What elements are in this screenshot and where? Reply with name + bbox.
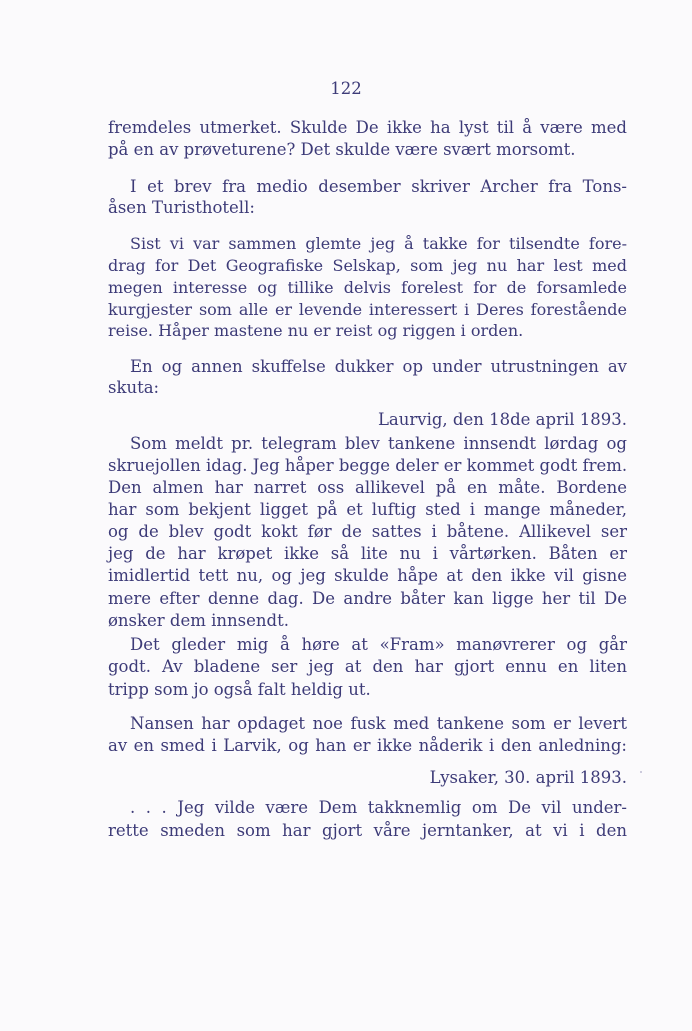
letter-text-line: godt. Av bladene ser jeg at den har gjort ennu en liten: [108, 657, 627, 676]
quoted-text-line: drag for Det Geografiske Selskap, som jeg nu har lest med: [108, 256, 627, 275]
letter-text-line: ønsker dem innsendt.: [108, 611, 289, 630]
quoted-text-line: Sist vi var sammen glemte jeg å takke for tilsendte fore-: [130, 234, 627, 253]
text-line: fremdeles utmerket. Skulde De ikke ha lyst til å være med: [108, 118, 627, 137]
letter-text-line: mere efter denne dag. De andre båter kan ligge her til De: [108, 589, 627, 608]
paragraph-line: Nansen har opdaget noe fusk med tankene som er levert: [130, 714, 627, 733]
paragraph-line: av en smed i Larvik, og han er ikke nåderik i den anledning:: [108, 736, 627, 755]
page-number: 122: [330, 79, 362, 98]
paragraph-line: En og annen skuffelse dukker op under utrustningen av: [130, 357, 627, 376]
text-line: på en av prøveturene? Det skulde være svært morsomt.: [108, 140, 576, 159]
letter-text-line: Det gleder mig å høre at «Fram» manøvrerer og går: [130, 635, 627, 654]
paragraph-line: I et brev fra medio desember skriver Archer fra Tons-: [130, 177, 627, 196]
letter-date-line: Laurvig, den 18de april 1893.: [377, 410, 627, 429]
letter-text-line: rette smeden som har gjort våre jerntanker, at vi i den: [108, 821, 627, 840]
quoted-text-line: kurgjester som alle er levende interessert i Deres forestående: [108, 300, 627, 319]
letter-text-line: har som bekjent ligget på et luftig sted i mange måneder,: [108, 500, 627, 519]
letter-text-line: jeg de har krøpet ikke så lite nu i vårtørken. Båten er: [108, 544, 627, 563]
letter-text-line: Som meldt pr. telegram blev tankene innsendt lørdag og: [130, 434, 627, 453]
letter-text-line: skruejollen idag. Jeg håper begge deler er kommet godt frem.: [108, 456, 628, 475]
letter-text-line: Den almen har narret oss allikevel på en måte. Bordene: [108, 478, 627, 497]
quoted-text-line: megen interesse og tillike delvis forelest for de forsamlede: [108, 278, 627, 297]
scan-dot: [640, 771, 642, 773]
paragraph-line: skuta:: [108, 378, 160, 397]
letter-date-line: Lysaker, 30. april 1893.: [429, 768, 627, 787]
letter-text-line: og de blev godt kokt før de sattes i båtene. Allikevel ser: [108, 522, 627, 541]
paragraph-line: åsen Turisthotell:: [108, 198, 255, 217]
letter-text-line: . . . Jeg vilde være Dem takknemlig om De vil under-: [130, 798, 627, 817]
letter-text-line: tripp som jo også falt heldig ut.: [108, 680, 371, 699]
letter-text-line: imidlertid tett nu, og jeg skulde håpe at den ikke vil gisne: [108, 566, 627, 585]
quoted-text-line: reise. Håper mastene nu er reist og riggen i orden.: [108, 321, 524, 340]
